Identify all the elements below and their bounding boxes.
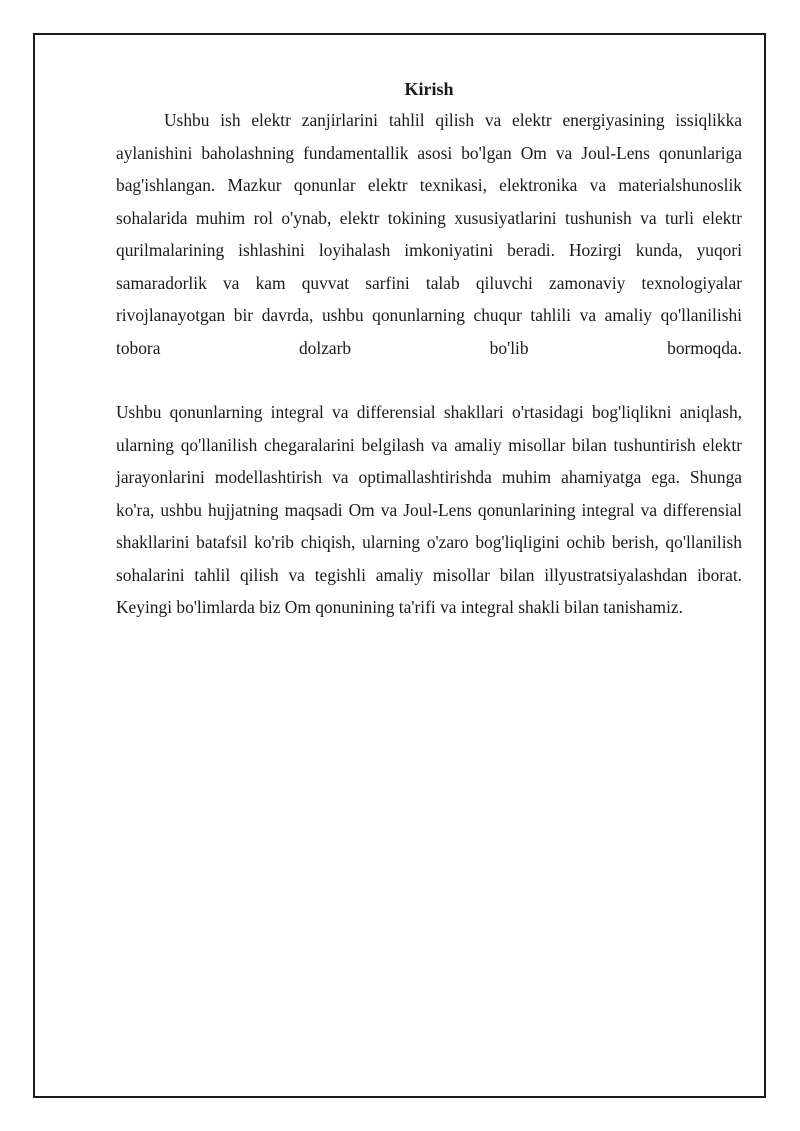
document-body [116, 74, 742, 624]
paragraph-spacer [116, 364, 742, 396]
page-title: Kirish [404, 79, 454, 99]
paragraph-intro: Ushbu ish elektr zanjirlarini tahlil qilish va elektr energiyasining issiqlikka aylanishini baholashning fundamentallik asosi bo'lgan Om va Joul-Lens qonunlariga bag'ishlangan. Mazkur qonunlar elektr texnikasi, elektronika va materialshunoslik sohalarida muhim rol o'ynab, elektr tokining xususiyatlarini tushunish va turli elektr qurilmalarining ishlashini loyihalash imkoniyatini beradi. Hozirgi kunda, yuqori samaradorlik va kam quvvat sarfini talab qiluvchi zamonaviy texnologiyalar rivojlanayotgan bir davrda, ushbu qonunlarning chuqur tahlili va amaliy qo'llanilishi tobora dolzarb bo'lib bormoqda. [116, 110, 742, 358]
paragraph-purpose: Ushbu qonunlarning integral va differensial shakllari o'rtasidagi bog'liqlikni aniqlash, ularning qo'llanilish chegaralarini belgilash va amaliy misollar bilan tushuntirish elektr jarayonlarini modellashtirish va optimallashtirishda muhim ahamiyatga ega. Shunga ko'ra, ushbu hujjatning maqsadi Om va Joul-Lens qonunlarining integral va differensial shakllarini batafsil ko'rib chiqish, ularning o'zaro bog'liqligini ochib berish, qo'llanilish sohalarini tahlil qilish va tegishli amaliy misollar bilan illyustratsiyalashdan iborat. Keyingi bo'limlarda biz Om qonunining ta'rifi va integral shakli bilan tanishamiz. [116, 402, 742, 617]
